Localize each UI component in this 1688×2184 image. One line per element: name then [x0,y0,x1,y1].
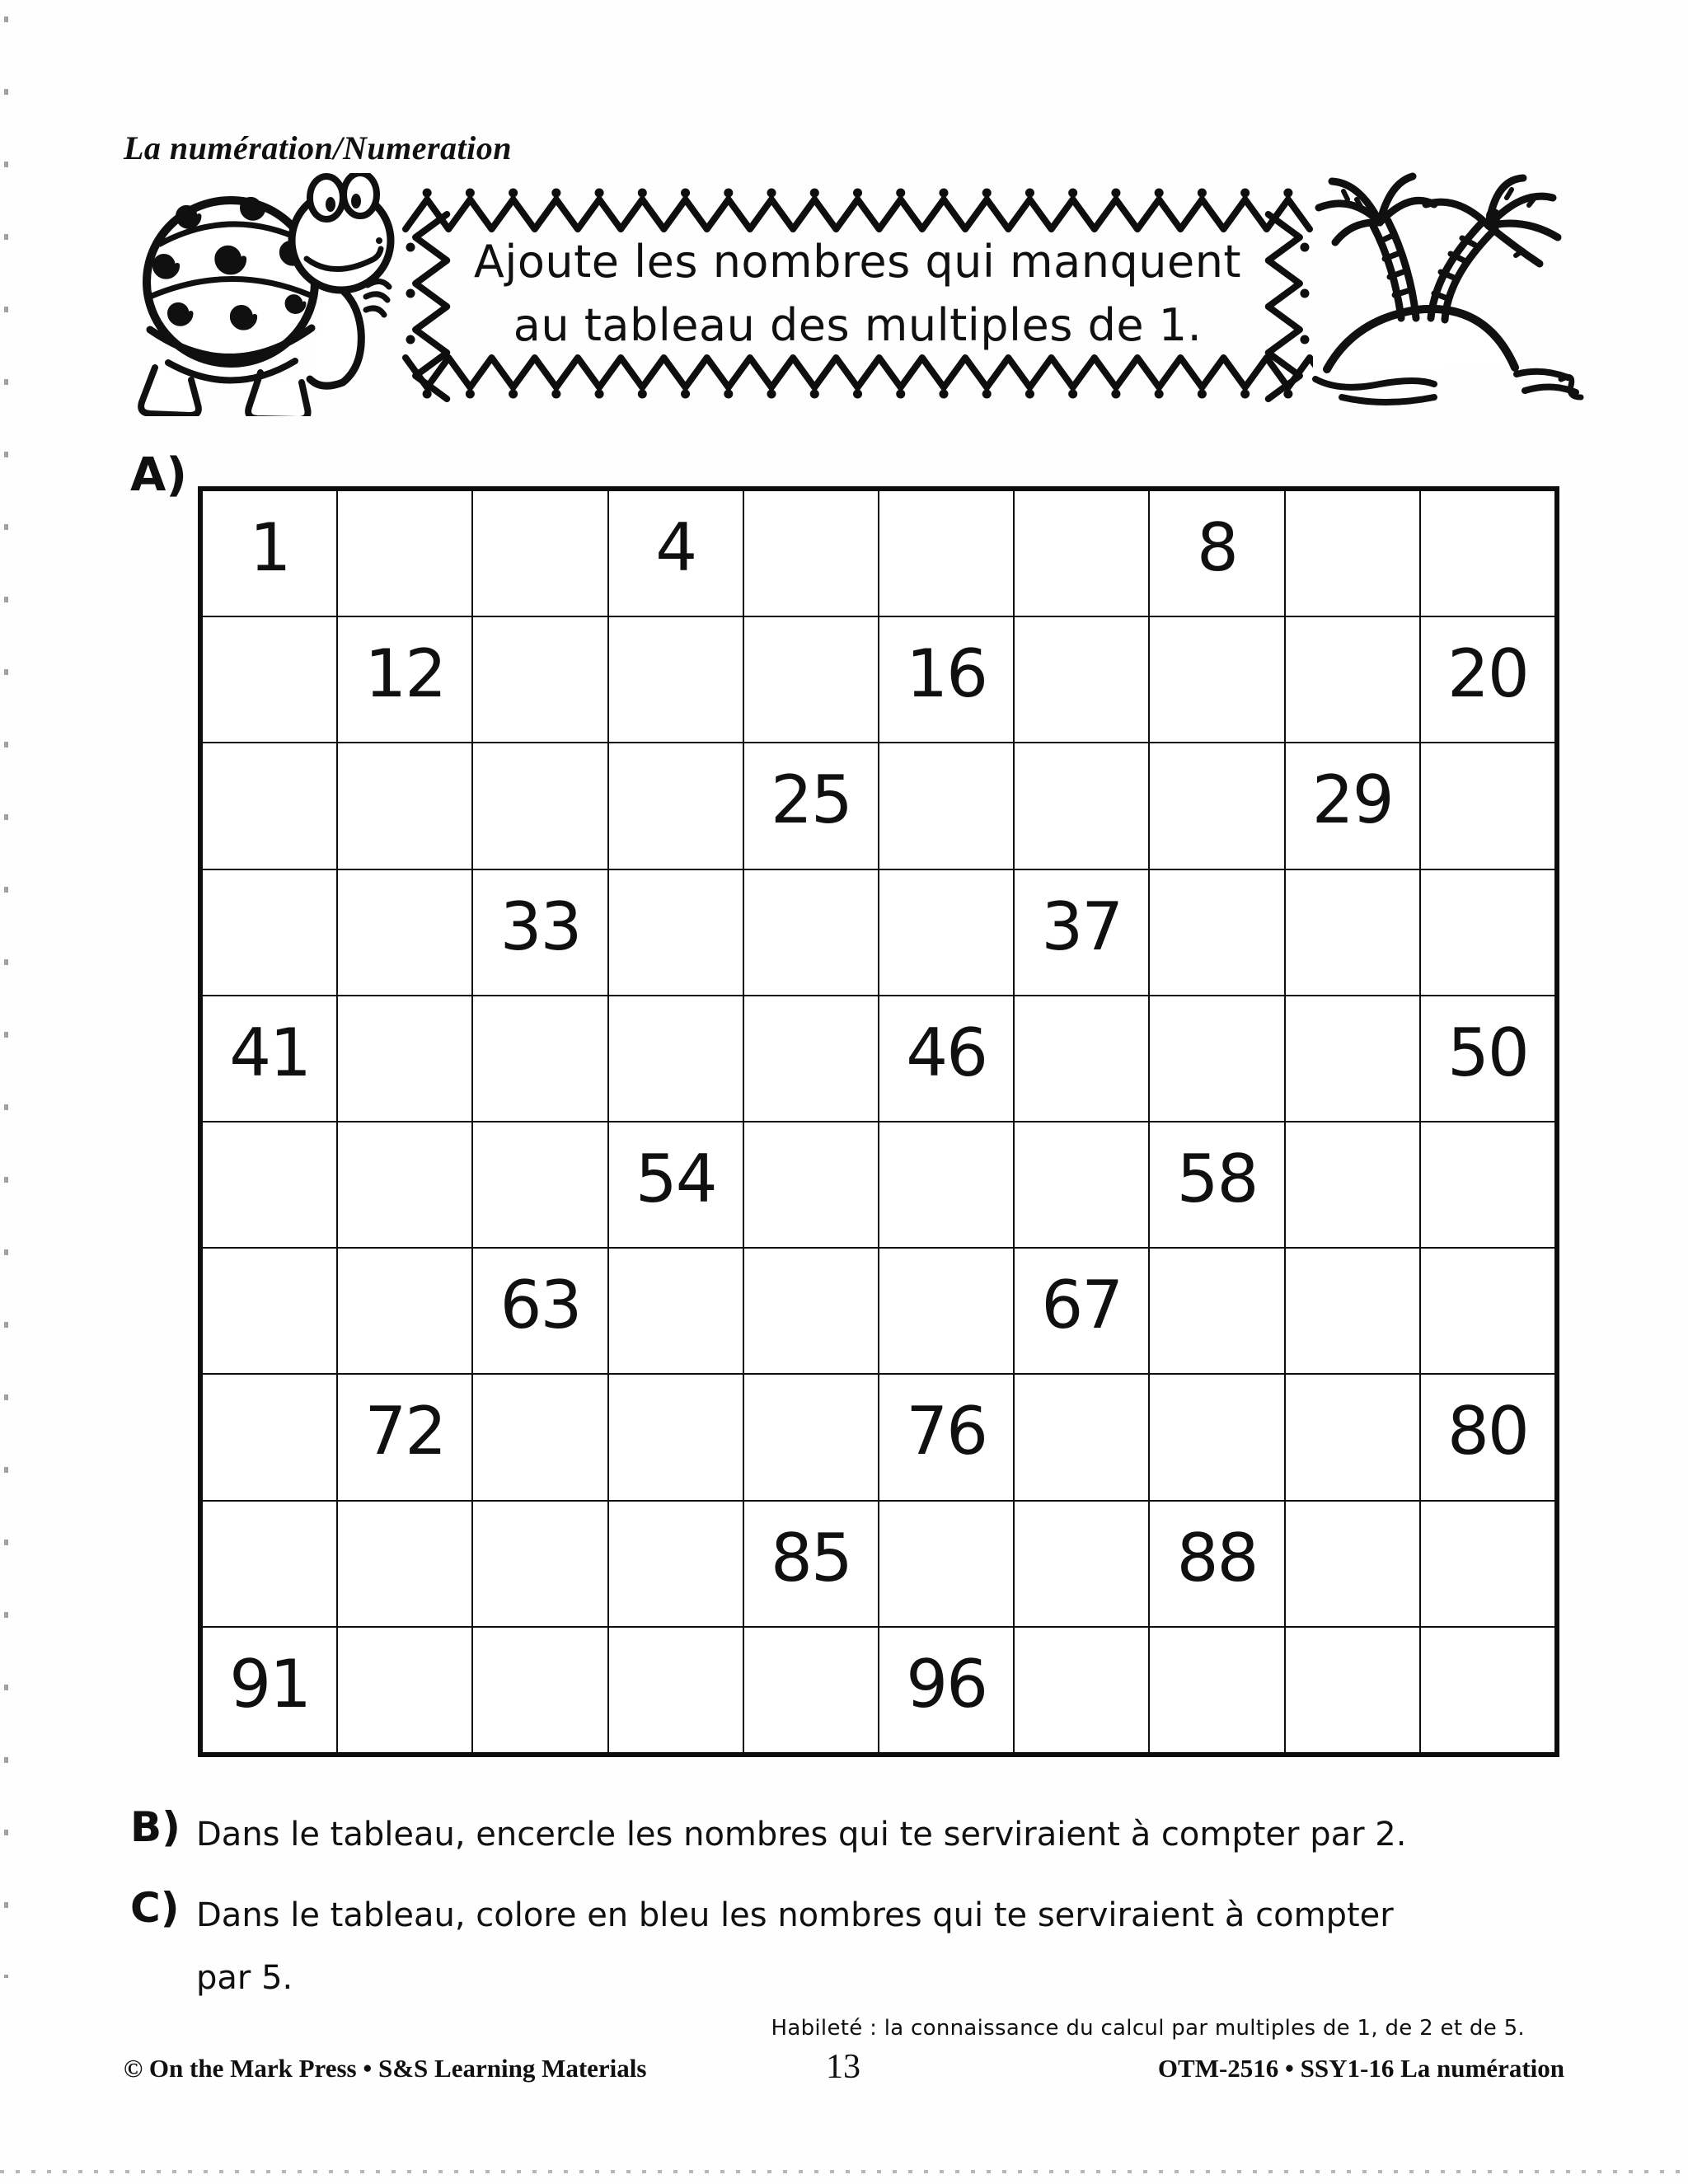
grid-cell-blank[interactable] [472,743,607,869]
grid-cell-blank[interactable] [1014,743,1149,869]
grid-cell-filled: 20 [1420,616,1555,743]
grid-cell-blank[interactable] [1149,1627,1284,1753]
grid-cell-blank[interactable] [472,996,607,1122]
scan-artifact-left-edge [4,16,8,1978]
grid-cell-filled: 88 [1149,1501,1284,1627]
grid-cell-blank[interactable] [202,1248,337,1374]
turtle-icon [120,173,427,416]
grid-cell-filled: 85 [743,1501,879,1627]
grid-cell-blank[interactable] [202,1122,337,1248]
grid-cell-blank[interactable] [202,1374,337,1500]
grid-cell-filled: 1 [202,490,337,616]
section-b-label: B) [130,1803,181,1851]
section-c-text-line2: par 5. [196,1959,293,1997]
grid-cell-blank[interactable] [1285,869,1420,996]
grid-cell-blank[interactable] [1420,1122,1555,1248]
grid-cell-blank[interactable] [1149,1374,1284,1500]
grid-cell-filled: 54 [608,1122,743,1248]
grid-cell-blank[interactable] [608,743,743,869]
grid-cell-blank[interactable] [879,490,1014,616]
grid-cell-blank[interactable] [1285,616,1420,743]
grid-cell-blank[interactable] [608,1374,743,1500]
grid-cell-blank[interactable] [337,1248,472,1374]
grid-cell-blank[interactable] [1285,490,1420,616]
grid-cell-blank[interactable] [472,1501,607,1627]
grid-cell-blank[interactable] [337,1122,472,1248]
grid-cell-blank[interactable] [1285,1627,1420,1753]
grid-cell-blank[interactable] [202,743,337,869]
grid-cell-blank[interactable] [472,1122,607,1248]
grid-cell-blank[interactable] [608,1627,743,1753]
grid-cell-blank[interactable] [608,869,743,996]
grid-cell-blank[interactable] [1014,1627,1149,1753]
grid-cell-blank[interactable] [743,1374,879,1500]
grid-cell-blank[interactable] [1420,1248,1555,1374]
grid-cell-blank[interactable] [608,616,743,743]
grid-cell-blank[interactable] [1285,996,1420,1122]
grid-cell-filled: 37 [1014,869,1149,996]
grid-cell-blank[interactable] [337,996,472,1122]
grid-cell-blank[interactable] [472,490,607,616]
grid-cell-blank[interactable] [1420,490,1555,616]
grid-cell-filled: 67 [1014,1248,1149,1374]
grid-cell-blank[interactable] [337,743,472,869]
scan-artifact-bottom-edge [0,2170,1688,2173]
skill-note: Habileté : la connaissance du calcul par multiples de 1, de 2 et de 5. [771,2016,1525,2041]
page-number: 13 [826,2048,860,2086]
grid-cell-blank[interactable] [337,869,472,996]
section-c-label: C) [130,1884,180,1932]
grid-cell-blank[interactable] [743,996,879,1122]
instruction-banner [402,183,1313,404]
grid-cell-blank[interactable] [1420,869,1555,996]
grid-cell-blank[interactable] [1014,996,1149,1122]
banner-line1: Ajoute les nombres qui manquent [473,236,1242,288]
grid-cell-blank[interactable] [743,616,879,743]
grid-cell-filled: 91 [202,1627,337,1753]
multiples-grid [198,486,1559,1757]
grid-cell-blank[interactable] [472,616,607,743]
grid-cell-filled: 50 [1420,996,1555,1122]
grid-cell-filled: 76 [879,1374,1014,1500]
grid-cell-blank[interactable] [879,1501,1014,1627]
grid-cell-blank[interactable] [743,869,879,996]
grid-cell-blank[interactable] [1420,1501,1555,1627]
grid-cell-blank[interactable] [202,869,337,996]
grid-cell-filled: 41 [202,996,337,1122]
section-a-label: A) [130,448,187,502]
grid-cell-blank[interactable] [1285,1501,1420,1627]
section-c [130,1884,1394,2009]
grid-cell-blank[interactable] [608,996,743,1122]
grid-cell-blank[interactable] [472,1627,607,1753]
grid-cell-filled: 29 [1285,743,1420,869]
document-code: OTM-2516 • SSY1-16 La numération [1157,2054,1564,2083]
grid-cell-filled: 72 [337,1374,472,1500]
page-header-title: La numération/Numeration [124,129,512,166]
grid-cell-blank[interactable] [337,1627,472,1753]
grid-cell-blank[interactable] [1014,490,1149,616]
banner-line2: au tableau des multiples de 1. [513,299,1203,351]
grid-cell-blank[interactable] [1149,996,1284,1122]
grid-cell-filled: 58 [1149,1122,1284,1248]
grid-cell-filled: 16 [879,616,1014,743]
grid-cell-filled: 46 [879,996,1014,1122]
grid-cell-filled: 25 [743,743,879,869]
grid-cell-filled: 33 [472,869,607,996]
grid-cell-blank[interactable] [1149,743,1284,869]
grid-cell-blank[interactable] [337,490,472,616]
grid-cell-blank[interactable] [202,1501,337,1627]
copyright: © On the Mark Press • S&S Learning Materials [124,2054,647,2083]
grid-cell-blank[interactable] [337,1501,472,1627]
palm-island-icon [1309,171,1585,406]
section-b [130,1803,1406,1866]
grid-cell-blank[interactable] [743,1122,879,1248]
grid-cell-blank[interactable] [1014,1374,1149,1500]
grid-cell-blank[interactable] [879,743,1014,869]
grid-cell-blank[interactable] [879,1122,1014,1248]
grid-cell-blank[interactable] [743,490,879,616]
grid-cell-filled: 8 [1149,490,1284,616]
grid-cell-blank[interactable] [1420,1627,1555,1753]
grid-cell-blank[interactable] [1285,1248,1420,1374]
grid-cell-filled: 80 [1420,1374,1555,1500]
grid-cell-blank[interactable] [472,1374,607,1500]
grid-cell-blank[interactable] [1014,616,1149,743]
grid-cell-filled: 96 [879,1627,1014,1753]
grid-cell-blank[interactable] [1149,1248,1284,1374]
grid-cell-blank[interactable] [1149,616,1284,743]
grid-cell-blank[interactable] [879,1248,1014,1374]
grid-cell-blank[interactable] [608,1501,743,1627]
grid-cell-blank[interactable] [879,869,1014,996]
grid-cell-blank[interactable] [1420,743,1555,869]
grid-cell-filled: 12 [337,616,472,743]
grid-cell-blank[interactable] [1149,869,1284,996]
grid-cell-blank[interactable] [1014,1122,1149,1248]
grid-cell-blank[interactable] [1014,1501,1149,1627]
grid-cell-blank[interactable] [608,1248,743,1374]
grid-cell-blank[interactable] [1285,1374,1420,1500]
grid-cell-filled: 63 [472,1248,607,1374]
grid-cell-blank[interactable] [743,1248,879,1374]
section-b-text: Dans le tableau, encercle les nombres qui te serviraient à compter par 2. [196,1816,1407,1854]
grid-cell-filled: 4 [608,490,743,616]
grid-cell-blank[interactable] [1285,1122,1420,1248]
grid-cell-blank[interactable] [743,1627,879,1753]
section-c-text-line1: Dans le tableau, colore en bleu les nombres qui te serviraient à compter [196,1896,1394,1934]
grid-cell-blank[interactable] [202,616,337,743]
